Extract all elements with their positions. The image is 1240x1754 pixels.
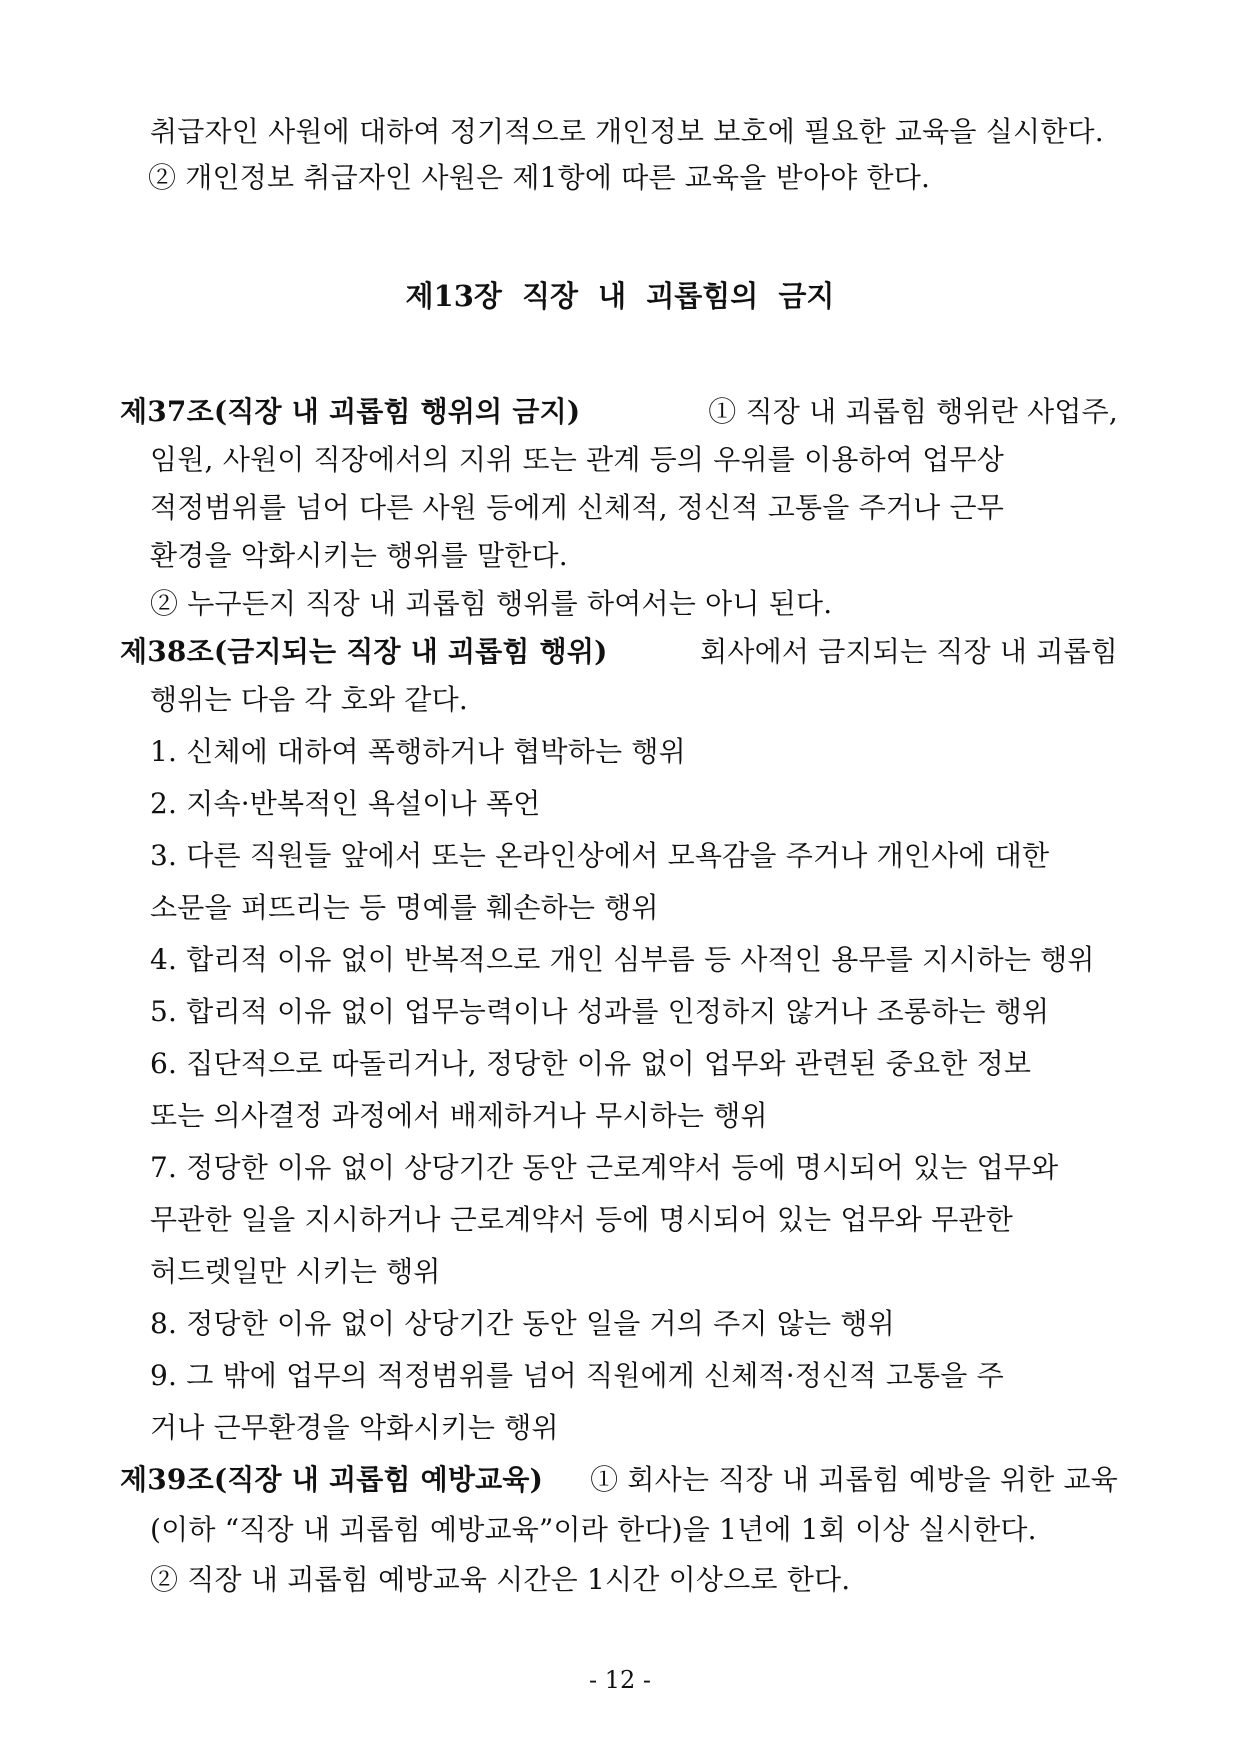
- article-38-item-7-cont-1: 무관한 일을 지시하거나 근로계약서 등에 명시되어 있는 업무와 무관한: [150, 1203, 1013, 1236]
- article-37-first-line: [120, 392, 1118, 432]
- article-39-paragraph-2: ② 직장 내 괴롭힘 예방교육 시간은 1시간 이상으로 한다.: [150, 1563, 851, 1596]
- article-38-item-4: 4. 합리적 이유 없이 반복적으로 개인 심부름 등 사적인 용무를 지시하는 행위: [150, 943, 1095, 976]
- intro-line-2: ② 개인정보 취급자인 사원은 제1항에 따른 교육을 받아야 한다.: [148, 161, 931, 194]
- article-38-item-2: 2. 지속·반복적인 욕설이나 폭언: [150, 787, 541, 820]
- article-37-heading: 제37조(직장 내 괴롭힘 행위의 금지): [120, 395, 581, 428]
- article-38-item-7-cont-2: 허드렛일만 시키는 행위: [150, 1255, 441, 1288]
- intro-line-1: 취급자인 사원에 대하여 정기적으로 개인정보 보호에 필요한 교육을 실시한다.: [150, 115, 1104, 148]
- article-38-item-3-cont: 소문을 퍼뜨리는 등 명예를 훼손하는 행위: [150, 891, 659, 924]
- article-38-heading: 제38조(금지되는 직장 내 괴롭힘 행위): [120, 635, 608, 668]
- article-38-item-3: 3. 다른 직원들 앞에서 또는 온라인상에서 모욕감을 주거나 개인사에 대한: [150, 839, 1050, 872]
- article-38-item-9: 9. 그 밖에 업무의 적정범위를 넘어 직원에게 신체적·정신적 고통을 주: [150, 1359, 1004, 1392]
- page-number: - 12 -: [588, 1666, 651, 1694]
- article-37-line-3: 적정범위를 넘어 다른 사원 등에게 신체적, 정신적 고통을 주거나 근무: [150, 491, 1004, 524]
- article-39-text: ① 회사는 직장 내 괴롭힘 예방을 위한 교육: [590, 1463, 1118, 1496]
- article-37-paragraph-2: ② 누구든지 직장 내 괴롭힘 행위를 하여서는 아니 된다.: [150, 587, 833, 620]
- article-38-line-2: 행위는 다음 각 호와 같다.: [150, 683, 468, 716]
- article-38-item-9-cont: 거나 근무환경을 악화시키는 행위: [150, 1411, 559, 1444]
- article-39-line-2: (이하 “직장 내 괴롭힘 예방교육”이라 한다)을 1년에 1회 이상 실시한다.: [150, 1513, 1037, 1546]
- article-38-item-6-cont: 또는 의사결정 과정에서 배제하거나 무시하는 행위: [150, 1099, 768, 1132]
- article-38-text: 회사에서 금지되는 직장 내 괴롭힘: [700, 635, 1118, 668]
- article-38-item-6: 6. 집단적으로 따돌리거나, 정당한 이유 없이 업무와 관련된 중요한 정보: [150, 1047, 1032, 1080]
- article-37-text: ① 직장 내 괴롭힘 행위란 사업주,: [708, 395, 1118, 428]
- article-37-line-2: 임원, 사원이 직장에서의 지위 또는 관계 등의 우위를 이용하여 업무상: [150, 443, 1004, 476]
- chapter-title: 제13장 직장 내 괴롭힘의 금지: [405, 279, 835, 313]
- article-39-first-line: [120, 1460, 1118, 1500]
- article-38-first-line: [120, 632, 1118, 672]
- article-38-item-8: 8. 정당한 이유 없이 상당기간 동안 일을 거의 주지 않는 행위: [150, 1307, 895, 1340]
- article-38-item-1: 1. 신체에 대하여 폭행하거나 협박하는 행위: [150, 735, 686, 768]
- article-38-item-7: 7. 정당한 이유 없이 상당기간 동안 근로계약서 등에 명시되어 있는 업무와: [150, 1151, 1059, 1184]
- article-38-item-5: 5. 합리적 이유 없이 업무능력이나 성과를 인정하지 않거나 조롱하는 행위: [150, 995, 1050, 1028]
- article-39-heading: 제39조(직장 내 괴롭힘 예방교육): [120, 1463, 544, 1496]
- article-37-line-4: 환경을 악화시키는 행위를 말한다.: [150, 539, 568, 572]
